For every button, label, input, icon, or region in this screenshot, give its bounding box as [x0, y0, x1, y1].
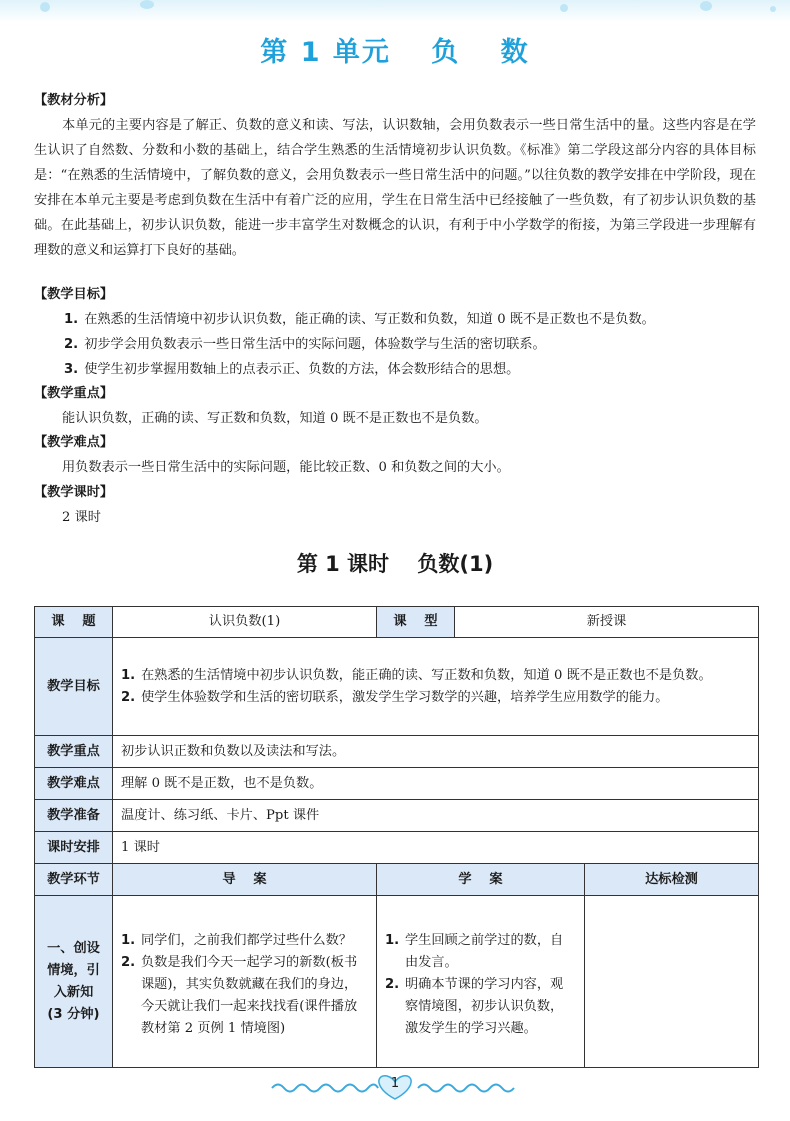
- key-points-section: [34, 381, 756, 431]
- guide-number: 1.: [121, 932, 136, 948]
- page-footer: [270, 1072, 520, 1102]
- guide-header: 导 案: [113, 864, 377, 896]
- objective-number: 2.: [64, 337, 79, 352]
- key-points-text: 能认识负数，正确的读、写正数和负数，知道 0 既不是正数也不是负数。: [62, 411, 488, 426]
- objectives-section: [34, 282, 756, 382]
- stage-1-check: [585, 896, 759, 1068]
- goal-number: 1.: [121, 667, 136, 683]
- difficulties-heading: 【教学难点】: [34, 435, 114, 450]
- table-row: [35, 607, 759, 638]
- table-header-row: [35, 864, 759, 896]
- objective-item: [34, 357, 756, 382]
- goals-cell: [113, 638, 759, 736]
- stage-1-guide: [113, 896, 377, 1068]
- page-number: 1: [390, 1076, 400, 1091]
- schedule-value: 1 课时: [113, 832, 759, 864]
- objective-number: 1.: [64, 312, 79, 327]
- objective-item: [34, 307, 756, 332]
- decor-bubble: [560, 4, 568, 12]
- goal-text: 在熟悉的生活情境中初步认识负数，能正确的读、写正数和负数，知道 0 既不是正数也不是负数。: [141, 667, 712, 683]
- goal-text: 使学生体验数学和生活的密切联系，激发学生学习数学的兴趣，培养学生应用数学的能力。: [141, 689, 669, 705]
- stage-header: 教学环节: [35, 864, 113, 896]
- difficulty-value: 理解 0 既不是正数，也不是负数。: [113, 768, 759, 800]
- decor-bubble: [770, 6, 776, 12]
- lesson-plan-table: [34, 606, 759, 1068]
- difficulties-section: [34, 430, 756, 480]
- preparation-value: 温度计、练习纸、卡片、Ppt 课件: [113, 800, 759, 832]
- key-label: 教学重点: [35, 736, 113, 768]
- top-decoration-band: [0, 0, 790, 22]
- objective-item: [34, 332, 756, 357]
- guide-item: [121, 952, 368, 1040]
- stage-1-label-line: 入新知: [53, 984, 94, 1000]
- objective-text: 初步学会用负数表示一些日常生活中的实际问题，体验数学与生活的密切联系。: [84, 337, 546, 352]
- hours-heading: 【教学课时】: [34, 485, 114, 500]
- table-row: [35, 896, 759, 1068]
- objective-number: 3.: [64, 362, 79, 377]
- goal-item: [121, 687, 750, 709]
- objective-text: 在熟悉的生活情境中初步认识负数，能正确的读、写正数和负数，知道 0 既不是正数也不是负数。: [84, 312, 655, 327]
- type-value: 新授课: [455, 607, 759, 638]
- study-header: 学 案: [377, 864, 585, 896]
- unit-title: 第 1 单元 负 数: [260, 37, 530, 68]
- type-label: 课 型: [377, 607, 455, 638]
- guide-item: [121, 930, 368, 952]
- study-text: 明确本节课的学习内容，观察情境图，初步认识负数，激发学生的学习兴趣。: [405, 976, 564, 1036]
- decor-bubble: [700, 1, 712, 11]
- guide-text: 负数是我们今天一起学习的新数(板书课题)，其实负数就藏在我们的身边，今天就让我们一起来找找看(课件播放教材第 2 页例 1 情境图): [141, 954, 358, 1036]
- schedule-label: 课时安排: [35, 832, 113, 864]
- analysis-text: 本单元的主要内容是了解正、负数的意义和读、写法，认识数轴，会用负数表示一些日常生活中的量。这些内容是在学生认识了自然数、分数和小数的基础上，结合学生熟悉的生活情境初步认识负数。《标准》第二学段这部分内容的具体目标是：“在熟悉的生活情境中，了解负数的意义，会用负数表示一些日常生活中的问题。”以往负数的教学安排在中学阶段，现在安排在本单元主要是考虑到负数在生活中有着广泛的应用，学生在日常生活中已经接触了一些负数，有了初步认识负数的基础。在此基础上，初步认识负数，能进一步丰富学生对数概念的认识，有利于中小学数学的衔接，为第三学段进一步理解有理数的意义和运算打下良好的基础。: [34, 118, 756, 258]
- goals-label: 教学目标: [35, 638, 113, 736]
- analysis-heading: 【教材分析】: [34, 93, 114, 108]
- decor-bubble: [40, 2, 50, 12]
- difficulties-text: 用负数表示一些日常生活中的实际问题，能比较正数、0 和负数之间的大小。: [62, 460, 510, 475]
- key-points-heading: 【教学重点】: [34, 386, 114, 401]
- preparation-label: 教学准备: [35, 800, 113, 832]
- objective-text: 使学生初步掌握用数轴上的点表示正、负数的方法，体会数形结合的思想。: [84, 362, 520, 377]
- decor-bubble: [140, 0, 154, 9]
- check-header: 达标检测: [585, 864, 759, 896]
- stage-1-label-line: 一、创设: [47, 940, 100, 956]
- guide-text: 同学们，之前我们都学过些什么数？: [141, 932, 352, 948]
- stage-1-label-line: 情境，引: [47, 962, 100, 978]
- objectives-heading: 【教学目标】: [34, 287, 114, 302]
- study-item: [385, 930, 576, 974]
- goal-number: 2.: [121, 689, 136, 705]
- table-row: [35, 800, 759, 832]
- table-row: [35, 832, 759, 864]
- topic-value: 认识负数(1): [113, 607, 377, 638]
- study-number: 2.: [385, 976, 400, 992]
- stage-1-label-line: (3 分钟): [47, 1006, 100, 1022]
- hours-section: [34, 480, 756, 530]
- table-row: [35, 638, 759, 736]
- stage-1-label: [35, 896, 113, 1068]
- key-value: 初步认识正数和负数以及读法和写法。: [113, 736, 759, 768]
- hours-text: 2 课时: [62, 510, 101, 525]
- difficulty-label: 教学难点: [35, 768, 113, 800]
- study-text: 学生回顾之前学过的数，自由发言。: [405, 932, 564, 970]
- goal-item: [121, 665, 750, 687]
- analysis-section: [34, 88, 756, 263]
- table-row: [35, 736, 759, 768]
- table-row: [35, 768, 759, 800]
- study-number: 1.: [385, 932, 400, 948]
- stage-1-study: [377, 896, 585, 1068]
- lesson-title: 第 1 课时 负数(1): [296, 552, 494, 576]
- study-item: [385, 974, 576, 1040]
- topic-label: 课 题: [35, 607, 113, 638]
- guide-number: 2.: [121, 954, 136, 970]
